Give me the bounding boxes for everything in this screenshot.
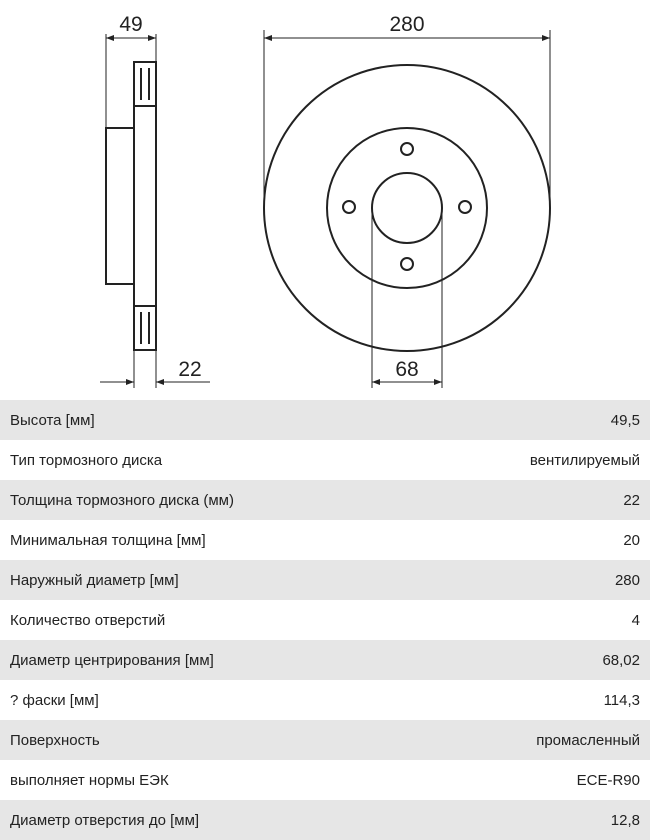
technical-drawing-svg [0, 0, 650, 400]
side-view-upper-ring [134, 62, 156, 106]
spec-label: ? фаски [мм] [10, 691, 99, 709]
bolt-hole-right [459, 201, 471, 213]
dim-height-label: 49 [119, 13, 143, 36]
spec-label: Высота [мм] [10, 411, 95, 429]
spec-value: 4 [631, 611, 640, 629]
spec-label: Толщина тормозного диска (мм) [10, 491, 234, 509]
bolt-hole-top [401, 143, 413, 155]
spec-row-surface [0, 720, 650, 760]
spec-table [0, 400, 650, 840]
spec-row-hole-count [0, 600, 650, 640]
spec-label: Количество отверстий [10, 611, 166, 629]
spec-label: Тип тормозного диска [10, 451, 163, 469]
spec-label: Минимальная толщина [мм] [10, 531, 206, 549]
arrowhead [372, 379, 380, 385]
spec-label: Наружный диаметр [мм] [10, 571, 179, 589]
dim-thickness-label: 22 [178, 358, 202, 381]
arrowhead [126, 379, 134, 385]
spec-label: выполняет нормы ЕЭК [10, 771, 169, 789]
spec-row-outer-diameter [0, 560, 650, 600]
spec-value: 20 [623, 531, 640, 549]
spec-value: 280 [614, 571, 640, 589]
spec-value: 68,02 [602, 651, 640, 669]
spec-value: 22 [623, 491, 640, 509]
arrowhead [148, 35, 156, 41]
spec-value: 12,8 [610, 811, 640, 829]
side-view-lower-ring [134, 306, 156, 350]
spec-value: вентилируемый [529, 451, 640, 469]
brake-disc-drawing [0, 0, 650, 400]
bolt-hole-left [343, 201, 355, 213]
spec-value: ECE-R90 [576, 771, 640, 789]
arrowhead [106, 35, 114, 41]
spec-value: 114,3 [603, 691, 640, 709]
spec-label: Диаметр центрирования [мм] [10, 651, 214, 669]
dim-outer-diameter-label: 280 [389, 13, 425, 36]
arrowhead [264, 35, 272, 41]
spec-row-thickness [0, 480, 650, 520]
dim-center-bore-label: 68 [395, 358, 419, 381]
spec-row-height [0, 400, 650, 440]
arrowhead [542, 35, 550, 41]
front-view [264, 30, 550, 388]
spec-row-centering-diameter [0, 640, 650, 680]
spec-row-hole-diameter [0, 800, 650, 840]
side-view [100, 34, 210, 388]
outer-disc-circle [264, 65, 550, 351]
spec-value: 49,5 [610, 411, 640, 429]
spec-row-ece-norm [0, 760, 650, 800]
spec-row-disc-type [0, 440, 650, 480]
spec-value: промасленный [536, 731, 640, 749]
hub-circle [327, 128, 487, 288]
bolt-hole-bottom [401, 258, 413, 270]
spec-label: Поверхность [10, 731, 100, 749]
center-bore-circle [372, 173, 442, 243]
spec-row-min-thickness [0, 520, 650, 560]
side-view-hub [106, 128, 134, 284]
spec-row-chamfer [0, 680, 650, 720]
spec-label: Диаметр отверстия до [мм] [10, 811, 200, 829]
arrowhead [156, 379, 164, 385]
arrowhead [434, 379, 442, 385]
